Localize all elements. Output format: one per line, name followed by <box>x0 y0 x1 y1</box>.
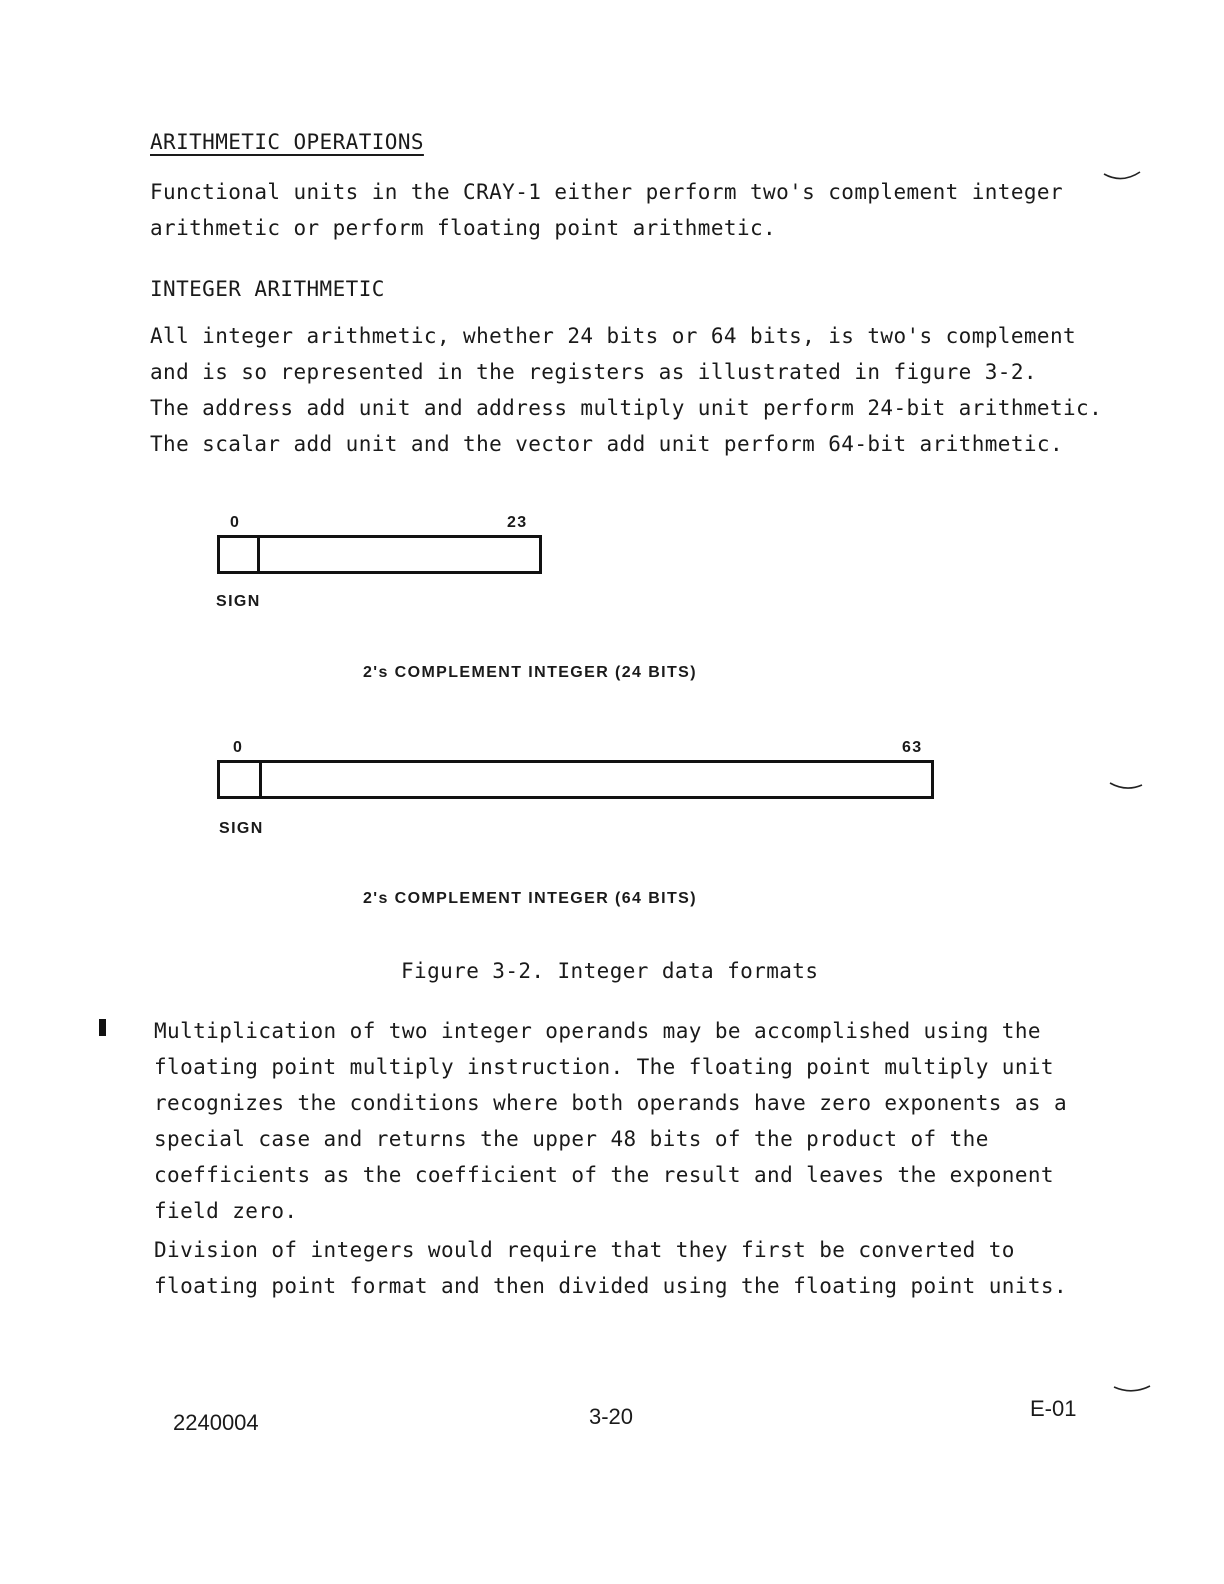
page-number: 3-20 <box>589 1404 634 1429</box>
text-line: Division of integers would require that they first be converted to <box>154 1238 1015 1262</box>
text-line: All integer arithmetic, whether 24 bits or 64 bits, is two's complement <box>150 324 1077 348</box>
format-caption: 2's COMPLEMENT INTEGER (24 BITS) <box>363 664 697 681</box>
text-line: arithmetic or perform floating point arithmetic. <box>150 216 777 240</box>
integer-arithmetic-paragraph <box>150 318 1102 462</box>
subsection-title: INTEGER ARITHMETIC <box>150 277 385 301</box>
text-line: special case and returns the upper 48 bits of the product of the <box>154 1127 989 1151</box>
text-line: Multiplication of two integer operands may be accomplished using the <box>154 1019 1041 1043</box>
intro-paragraph <box>150 174 1063 246</box>
sign-label: SIGN <box>219 820 264 837</box>
document-number: 2240004 <box>173 1410 259 1435</box>
figure-caption: Figure 3-2. Integer data formats <box>401 959 819 983</box>
text-line: and is so represented in the registers as illustrated in figure 3-2. <box>150 360 1037 384</box>
bit-start-label: 0 <box>230 514 241 531</box>
text-line: The scalar add unit and the vector add unit perform 64-bit arithmetic. <box>150 432 1064 456</box>
sign-bit-cell <box>220 763 262 796</box>
text-line: floating point format and then divided using the floating point units. <box>154 1274 1068 1298</box>
text-line: Functional units in the CRAY-1 either perform two's complement integer <box>150 180 1064 204</box>
sign-label: SIGN <box>216 593 261 610</box>
revision-label: E-01 <box>1030 1396 1077 1421</box>
format-caption: 2's COMPLEMENT INTEGER (64 BITS) <box>363 890 697 907</box>
bit-end-label: 23 <box>507 514 528 531</box>
scan-mark-icon <box>1110 1382 1154 1398</box>
register-64-bit <box>217 760 934 799</box>
register-24-bit <box>217 535 542 574</box>
section-title: ARITHMETIC OPERATIONS <box>150 130 424 154</box>
bit-end-label: 63 <box>902 739 923 756</box>
division-paragraph <box>154 1232 1067 1304</box>
bit-start-label: 0 <box>233 739 244 756</box>
scan-mark-icon <box>1106 778 1146 794</box>
text-line: recognizes the conditions where both operands have zero exponents as a <box>154 1091 1068 1115</box>
text-line: floating point multiply instruction. The floating point multiply unit <box>154 1055 1054 1079</box>
text-line: The address add unit and address multiply unit perform 24-bit arithmetic. <box>150 396 1103 420</box>
sign-bit-cell <box>220 538 260 571</box>
multiplication-paragraph <box>154 1013 1067 1229</box>
change-bar <box>99 1019 106 1036</box>
scan-mark-icon <box>1100 166 1144 186</box>
text-line: field zero. <box>154 1199 298 1223</box>
text-line: coefficients as the coefficient of the result and leaves the exponent <box>154 1163 1054 1187</box>
